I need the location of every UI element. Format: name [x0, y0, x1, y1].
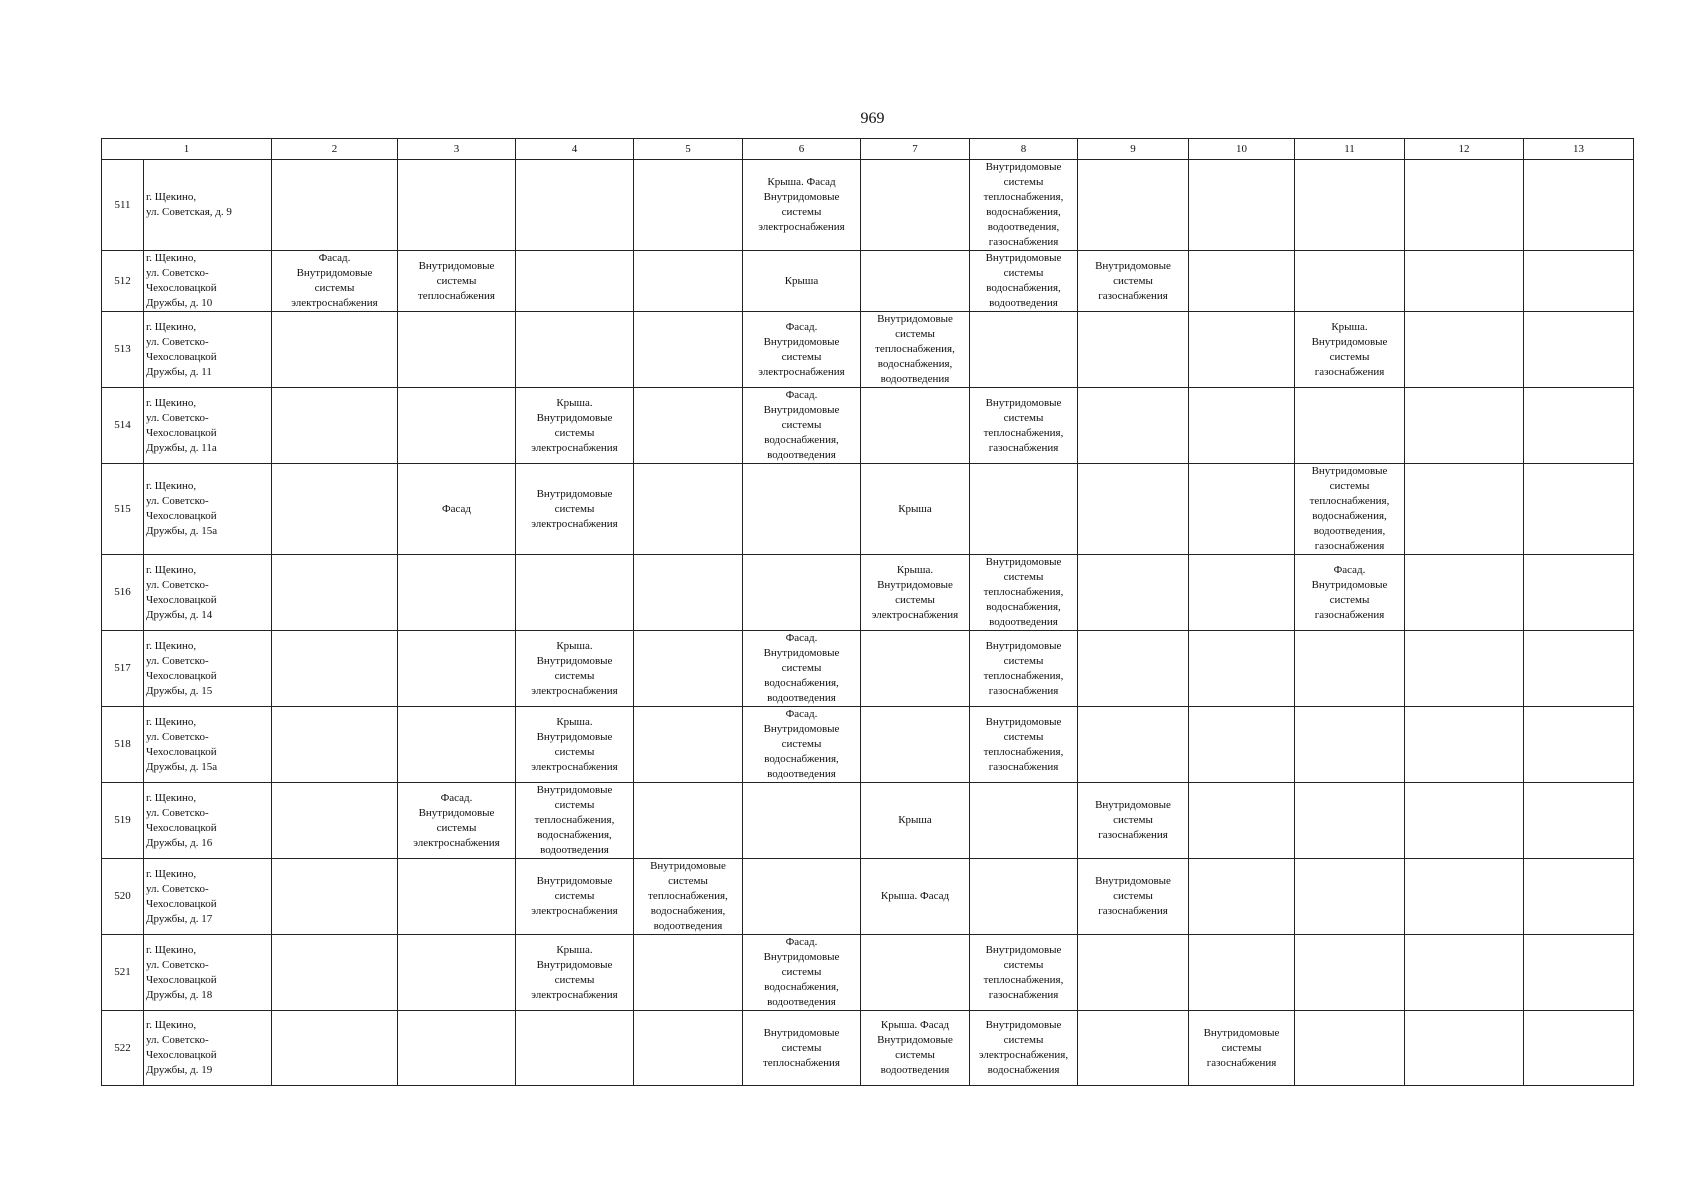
work-cell-col-6 — [743, 555, 861, 631]
address-text: г. Щекино, ул. Советско- Чехословацкой Дружбы, д. 19 — [146, 1019, 217, 1076]
work-cell-col-10 — [1189, 859, 1295, 935]
row-number: 513 — [102, 312, 144, 388]
work-cell-col-12 — [1405, 555, 1524, 631]
work-cell-col-8 — [970, 312, 1078, 388]
work-cell-col-11 — [1295, 707, 1405, 783]
work-cell-col-2 — [272, 312, 398, 388]
work-text: Внутридомовые системы газоснабжения — [1095, 875, 1171, 917]
work-cell-col-8 — [970, 251, 1078, 312]
work-cell-col-7 — [861, 707, 970, 783]
work-text: Внутридомовые системы газоснабжения — [1095, 799, 1171, 841]
work-cell-col-9 — [1078, 388, 1189, 464]
work-cell-col-2 — [272, 631, 398, 707]
work-cell-col-8 — [970, 555, 1078, 631]
work-cell-col-6 — [743, 388, 861, 464]
work-cell-col-12 — [1405, 631, 1524, 707]
work-cell-col-12 — [1405, 935, 1524, 1011]
work-cell-col-13 — [1524, 1011, 1634, 1086]
work-cell-col-6 — [743, 251, 861, 312]
work-cell-col-10 — [1189, 160, 1295, 251]
work-cell-col-2 — [272, 859, 398, 935]
address-cell — [144, 555, 272, 631]
work-cell-col-12 — [1405, 388, 1524, 464]
address-cell — [144, 935, 272, 1011]
work-cell-col-5 — [634, 312, 743, 388]
work-cell-col-6 — [743, 935, 861, 1011]
work-cell-col-11 — [1295, 859, 1405, 935]
work-cell-col-8 — [970, 935, 1078, 1011]
address-text: г. Щекино, ул. Советско- Чехословацкой Дружбы, д. 15 — [146, 639, 217, 697]
work-cell-col-8 — [970, 783, 1078, 859]
work-cell-col-5 — [634, 935, 743, 1011]
work-cell-col-2 — [272, 464, 398, 555]
column-header: 9 — [1078, 139, 1189, 160]
row-number: 519 — [102, 783, 144, 859]
work-cell-col-8 — [970, 859, 1078, 935]
table-row — [102, 388, 1634, 464]
column-header: 10 — [1189, 139, 1295, 160]
work-cell-col-8 — [970, 631, 1078, 707]
work-text: Фасад. Внутридомовые системы водоснабжения, водоотведения — [763, 389, 840, 461]
work-text: Крыша. Внутридомовые системы электроснабжения — [531, 396, 618, 454]
work-cell-col-4 — [516, 631, 634, 707]
address-text: г. Щекино, ул. Советско- Чехословацкой Дружбы, д. 15а — [146, 480, 218, 537]
work-cell-col-13 — [1524, 312, 1634, 388]
work-cell-col-2 — [272, 251, 398, 312]
work-cell-col-10 — [1189, 631, 1295, 707]
work-cell-col-12 — [1405, 251, 1524, 312]
work-text: Крыша. Фасад Внутридомовые системы электроснабжения — [758, 176, 845, 233]
work-cell-col-9 — [1078, 464, 1189, 555]
row-number: 512 — [102, 251, 144, 312]
column-header: 1 — [102, 139, 272, 160]
work-text: Крыша — [784, 274, 819, 287]
work-cell-col-4 — [516, 160, 634, 251]
row-number: 521 — [102, 935, 144, 1011]
work-cell-col-2 — [272, 1011, 398, 1086]
work-text: Крыша — [898, 814, 932, 826]
work-cell-col-7 — [861, 935, 970, 1011]
work-cell-col-9 — [1078, 935, 1189, 1011]
work-cell-col-6 — [743, 859, 861, 935]
work-cell-col-11 — [1295, 631, 1405, 707]
work-cell-col-11 — [1295, 555, 1405, 631]
work-cell-col-11 — [1295, 464, 1405, 555]
address-cell — [144, 631, 272, 707]
work-cell-col-12 — [1405, 783, 1524, 859]
work-cell-col-11 — [1295, 160, 1405, 251]
work-cell-col-13 — [1524, 707, 1634, 783]
work-text: Внутридомовые системы теплоснабжения, водоснабжения, водоотведения — [648, 860, 728, 932]
work-cell-col-12 — [1405, 707, 1524, 783]
work-cell-col-5 — [634, 631, 743, 707]
row-number: 511 — [102, 160, 144, 251]
work-text: Внутридомовые системы теплоснабжения, газоснабжения — [983, 715, 1064, 773]
column-header: 7 — [861, 139, 970, 160]
work-cell-col-9 — [1078, 707, 1189, 783]
work-cell-col-2 — [272, 388, 398, 464]
work-cell-col-4 — [516, 464, 634, 555]
work-cell-col-6 — [743, 464, 861, 555]
work-cell-col-12 — [1405, 160, 1524, 251]
work-cell-col-8 — [970, 160, 1078, 251]
column-header: 11 — [1295, 139, 1405, 160]
address-text: г. Щекино, ул. Советско- Чехословацкой Дружбы, д. 10 — [146, 252, 217, 309]
work-text: Крыша — [898, 502, 932, 515]
work-cell-col-13 — [1524, 935, 1634, 1011]
work-cell-col-4 — [516, 783, 634, 859]
work-cell-col-9 — [1078, 251, 1189, 312]
work-cell-col-12 — [1405, 312, 1524, 388]
address-cell — [144, 1011, 272, 1086]
work-cell-col-4 — [516, 707, 634, 783]
work-cell-col-13 — [1524, 160, 1634, 251]
work-cell-col-7 — [861, 859, 970, 935]
work-text: Внутридомовые системы теплоснабжения, водоснабжения, водоотведения — [983, 556, 1064, 628]
column-header: 8 — [970, 139, 1078, 160]
work-text: Крыша. Внутридомовые системы электроснабжения — [531, 715, 618, 773]
work-cell-col-12 — [1405, 859, 1524, 935]
work-cell-col-8 — [970, 707, 1078, 783]
address-text: г. Щекино, ул. Советско- Чехословацкой Дружбы, д. 14 — [146, 563, 217, 621]
work-text: Внутридомовые системы газоснабжения — [1203, 1026, 1280, 1069]
work-text: Внутридомовые системы теплоснабжения, водоснабжения, водоотведения, газоснабжения — [1309, 465, 1390, 552]
work-cell-col-10 — [1189, 707, 1295, 783]
work-cell-col-8 — [970, 464, 1078, 555]
work-cell-col-2 — [272, 555, 398, 631]
work-cell-col-2 — [272, 935, 398, 1011]
work-cell-col-13 — [1524, 555, 1634, 631]
row-number: 514 — [102, 388, 144, 464]
work-cell-col-5 — [634, 1011, 743, 1086]
work-text: Крыша. Внутридомовые системы электроснабжения — [531, 943, 618, 1001]
work-cell-col-4 — [516, 312, 634, 388]
work-text: Внутридомовые системы электроснабжения, водоснабжения — [978, 1019, 1069, 1076]
work-cell-col-3 — [398, 251, 516, 312]
work-cell-col-5 — [634, 251, 743, 312]
work-text: Внутридомовые системы водоснабжения, водоотведения — [985, 252, 1062, 309]
work-cell-col-5 — [634, 464, 743, 555]
work-cell-col-2 — [272, 160, 398, 251]
work-text: Внутридомовые системы газоснабжения — [1095, 259, 1171, 302]
work-cell-col-10 — [1189, 388, 1295, 464]
work-cell-col-10 — [1189, 783, 1295, 859]
column-header: 5 — [634, 139, 743, 160]
work-cell-col-3 — [398, 388, 516, 464]
row-number: 522 — [102, 1011, 144, 1086]
work-text: Внутридомовые системы теплоснабжения — [763, 1026, 840, 1069]
work-cell-col-7 — [861, 1011, 970, 1086]
work-cell-col-4 — [516, 555, 634, 631]
work-cell-col-3 — [398, 707, 516, 783]
address-text: г. Щекино, ул. Советско- Чехословацкой Дружбы, д. 18 — [146, 943, 217, 1001]
work-cell-col-10 — [1189, 1011, 1295, 1086]
table-row — [102, 312, 1634, 388]
work-cell-col-8 — [970, 1011, 1078, 1086]
work-cell-col-6 — [743, 783, 861, 859]
address-text: г. Щекино, ул. Советско- Чехословацкой Дружбы, д. 15а — [146, 715, 218, 773]
column-header: 13 — [1524, 139, 1634, 160]
work-cell-col-12 — [1405, 464, 1524, 555]
work-cell-col-11 — [1295, 783, 1405, 859]
table-row — [102, 859, 1634, 935]
table-body — [102, 160, 1634, 1086]
work-cell-col-3 — [398, 555, 516, 631]
work-cell-col-11 — [1295, 312, 1405, 388]
work-cell-col-4 — [516, 388, 634, 464]
column-header-row — [102, 139, 1634, 160]
column-header: 3 — [398, 139, 516, 160]
work-cell-col-9 — [1078, 160, 1189, 251]
work-cell-col-13 — [1524, 251, 1634, 312]
work-text: Фасад. Внутридомовые системы электроснабжения — [758, 320, 845, 378]
work-cell-col-6 — [743, 312, 861, 388]
work-cell-col-13 — [1524, 859, 1634, 935]
address-text: г. Щекино, ул. Советско- Чехословацкой Дружбы, д. 17 — [146, 867, 217, 925]
work-cell-col-7 — [861, 631, 970, 707]
work-cell-col-3 — [398, 631, 516, 707]
address-cell — [144, 160, 272, 251]
work-text: Внутридомовые системы теплоснабжения, водоснабжения, водоотведения, газоснабжения — [983, 161, 1064, 248]
work-cell-col-4 — [516, 251, 634, 312]
work-cell-col-9 — [1078, 1011, 1189, 1086]
work-text: Фасад. Внутридомовые системы водоснабжения, водоотведения — [763, 632, 840, 704]
work-cell-col-12 — [1405, 1011, 1524, 1086]
work-text: Внутридомовые системы теплоснабжения, газоснабжения — [983, 639, 1064, 697]
row-number: 517 — [102, 631, 144, 707]
work-text: Фасад. Внутридомовые системы газоснабжения — [1311, 563, 1388, 621]
table-row — [102, 935, 1634, 1011]
work-cell-col-2 — [272, 707, 398, 783]
work-text: Крыша. Фасад — [880, 890, 950, 902]
work-text: Внутридомовые системы теплоснабжения — [418, 259, 495, 302]
work-text: Фасад. Внутридомовые системы электроснабжения — [291, 252, 378, 309]
work-text: Внутридомовые системы теплоснабжения, водоснабжения, водоотведения — [875, 313, 955, 385]
table-row — [102, 631, 1634, 707]
work-cell-col-5 — [634, 160, 743, 251]
work-cell-col-5 — [634, 859, 743, 935]
work-text: Крыша. Внутридомовые системы газоснабжения — [1311, 320, 1388, 378]
work-cell-col-6 — [743, 1011, 861, 1086]
table-row — [102, 1011, 1634, 1086]
work-cell-col-5 — [634, 555, 743, 631]
row-number: 520 — [102, 859, 144, 935]
table-row — [102, 707, 1634, 783]
address-text: г. Щекино, ул. Советско- Чехословацкой Дружбы, д. 11а — [146, 396, 217, 454]
column-header: 2 — [272, 139, 398, 160]
work-cell-col-5 — [634, 707, 743, 783]
work-cell-col-7 — [861, 783, 970, 859]
work-text: Крыша. Фасад Внутридомовые системы водоотведения — [877, 1019, 953, 1076]
row-number: 518 — [102, 707, 144, 783]
work-cell-col-4 — [516, 1011, 634, 1086]
address-text: г. Щекино, ул. Советская, д. 9 — [146, 191, 232, 218]
table-row — [102, 464, 1634, 555]
work-cell-col-3 — [398, 935, 516, 1011]
table-row — [102, 783, 1634, 859]
work-cell-col-2 — [272, 783, 398, 859]
work-text: Внутридомовые системы теплоснабжения, газоснабжения — [983, 396, 1064, 454]
row-number: 516 — [102, 555, 144, 631]
address-cell — [144, 312, 272, 388]
address-text: г. Щекино, ул. Советско- Чехословацкой Дружбы, д. 11 — [146, 320, 217, 378]
work-cell-col-3 — [398, 160, 516, 251]
work-text: Внутридомовые системы электроснабжения — [531, 487, 618, 530]
work-cell-col-11 — [1295, 1011, 1405, 1086]
work-cell-col-7 — [861, 555, 970, 631]
address-cell — [144, 464, 272, 555]
address-cell — [144, 707, 272, 783]
row-number: 515 — [102, 464, 144, 555]
work-cell-col-7 — [861, 160, 970, 251]
work-text: Внутридомовые системы электроснабжения — [531, 875, 618, 917]
work-cell-col-9 — [1078, 555, 1189, 631]
work-cell-col-13 — [1524, 388, 1634, 464]
column-header: 4 — [516, 139, 634, 160]
work-cell-col-4 — [516, 859, 634, 935]
work-cell-col-6 — [743, 707, 861, 783]
work-cell-col-5 — [634, 783, 743, 859]
work-cell-col-3 — [398, 312, 516, 388]
work-cell-col-7 — [861, 388, 970, 464]
work-cell-col-9 — [1078, 859, 1189, 935]
work-cell-col-10 — [1189, 312, 1295, 388]
work-cell-col-3 — [398, 1011, 516, 1086]
work-cell-col-10 — [1189, 464, 1295, 555]
work-cell-col-10 — [1189, 555, 1295, 631]
table-row — [102, 251, 1634, 312]
work-text: Крыша. Внутридомовые системы электроснабжения — [871, 563, 959, 621]
column-header: 6 — [743, 139, 861, 160]
work-text: Фасад. Внутридомовые системы водоснабжения, водоотведения — [763, 708, 840, 780]
work-cell-col-11 — [1295, 251, 1405, 312]
work-cell-col-13 — [1524, 631, 1634, 707]
address-cell — [144, 859, 272, 935]
work-cell-col-6 — [743, 631, 861, 707]
work-cell-col-6 — [743, 160, 861, 251]
repair-schedule-table — [101, 138, 1634, 1086]
work-cell-col-11 — [1295, 935, 1405, 1011]
work-cell-col-9 — [1078, 631, 1189, 707]
work-cell-col-10 — [1189, 251, 1295, 312]
column-header: 12 — [1405, 139, 1524, 160]
work-cell-col-3 — [398, 464, 516, 555]
work-cell-col-8 — [970, 388, 1078, 464]
work-text: Внутридомовые системы теплоснабжения, газоснабжения — [983, 943, 1064, 1001]
address-text: г. Щекино, ул. Советско- Чехословацкой Дружбы, д. 16 — [146, 791, 217, 849]
page-number: 969 — [860, 110, 885, 127]
table-row — [102, 160, 1634, 251]
work-cell-col-11 — [1295, 388, 1405, 464]
work-text: Фасад. Внутридомовые системы водоснабжения, водоотведения — [763, 936, 840, 1008]
address-cell — [144, 783, 272, 859]
work-text: Фасад — [441, 502, 472, 515]
work-cell-col-10 — [1189, 935, 1295, 1011]
work-cell-col-7 — [861, 251, 970, 312]
work-text: Крыша. Внутридомовые системы электроснабжения — [531, 639, 618, 697]
work-cell-col-9 — [1078, 312, 1189, 388]
work-cell-col-7 — [861, 464, 970, 555]
work-cell-col-9 — [1078, 783, 1189, 859]
work-cell-col-13 — [1524, 783, 1634, 859]
work-cell-col-4 — [516, 935, 634, 1011]
work-text: Фасад. Внутридомовые системы электроснабжения — [413, 791, 500, 849]
work-text: Внутридомовые системы теплоснабжения, водоснабжения, водоотведения — [534, 784, 615, 856]
table-row — [102, 555, 1634, 631]
work-cell-col-5 — [634, 388, 743, 464]
work-cell-col-7 — [861, 312, 970, 388]
address-cell — [144, 388, 272, 464]
work-cell-col-13 — [1524, 464, 1634, 555]
address-cell — [144, 251, 272, 312]
work-cell-col-3 — [398, 783, 516, 859]
work-cell-col-3 — [398, 859, 516, 935]
